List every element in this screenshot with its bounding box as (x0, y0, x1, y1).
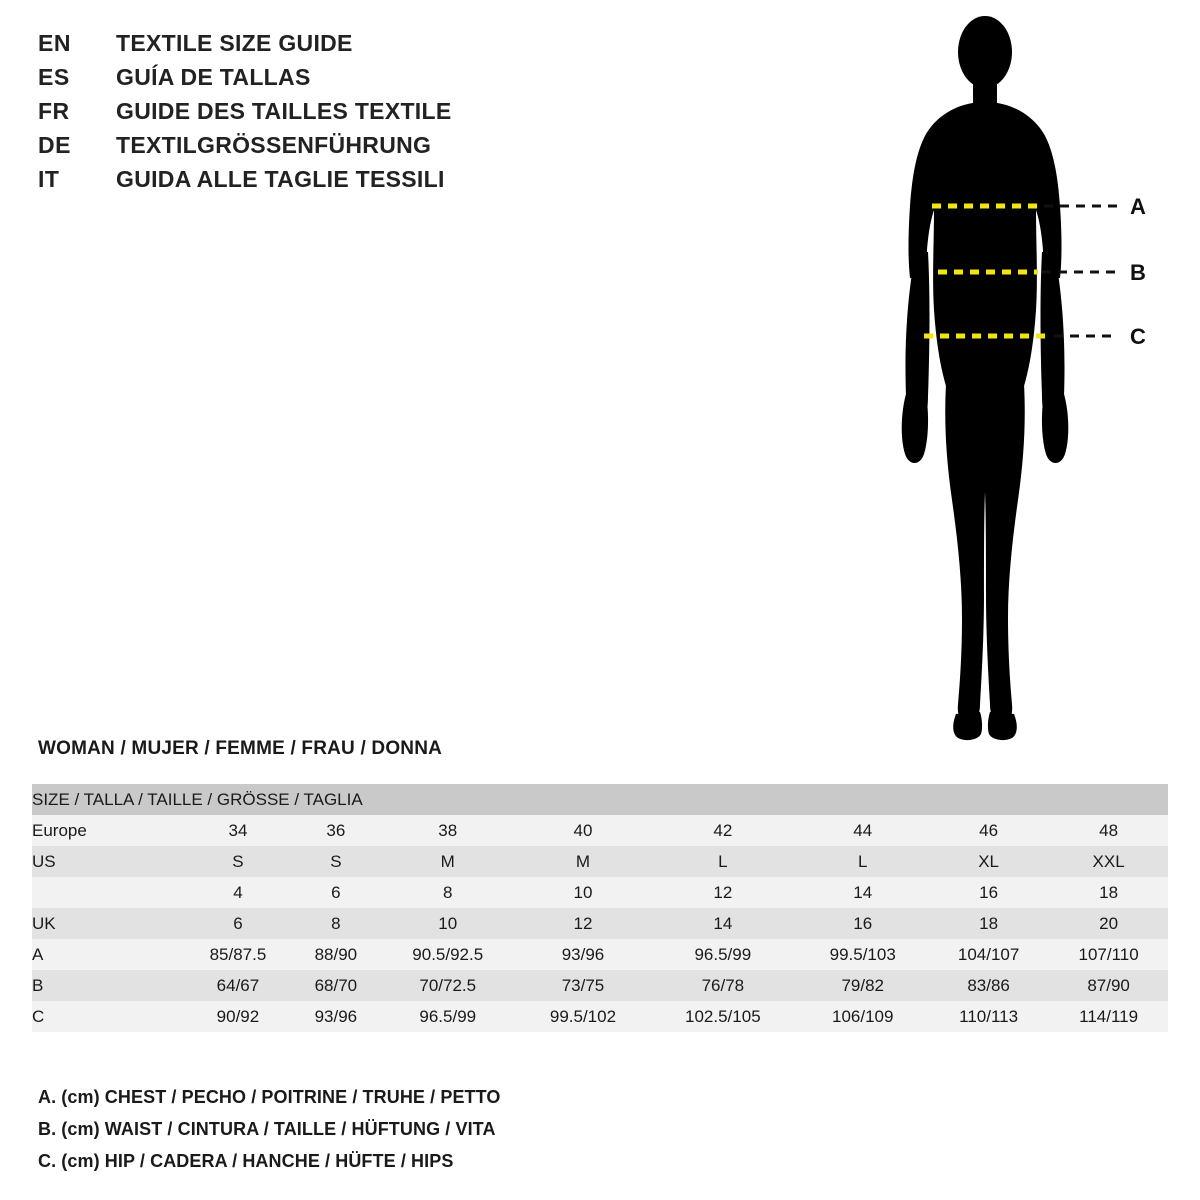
table-cell: 44 (797, 815, 928, 846)
table-cell: 18 (1049, 877, 1168, 908)
table-row (32, 1001, 1168, 1032)
table-cell: 68/70 (294, 970, 378, 1001)
language-title-block (38, 30, 558, 200)
table-cell: 10 (518, 877, 649, 908)
female-silhouette-icon (902, 16, 1069, 740)
table-row (32, 908, 1168, 939)
table-cell: 12 (648, 877, 797, 908)
title-language-text: GUIDA ALLE TAGLIE TESSILI (116, 166, 445, 192)
title-row (38, 98, 558, 132)
table-row (32, 970, 1168, 1001)
row-label: C (32, 1001, 182, 1032)
table-cell: 20 (1049, 908, 1168, 939)
table-cell: 114/119 (1049, 1001, 1168, 1032)
table-cell: XL (928, 846, 1049, 877)
title-language-code: EN (38, 30, 71, 56)
table-cell: 12 (518, 908, 649, 939)
table-cell: 64/67 (182, 970, 294, 1001)
legend-item-b: B. (cm) WAIST / CINTURA / TAILLE / HÜFTUNG / VITA (38, 1119, 496, 1139)
table-cell: 48 (1049, 815, 1168, 846)
table-cell: 83/86 (928, 970, 1049, 1001)
table-cell: 14 (648, 908, 797, 939)
table-row (32, 846, 1168, 877)
callout-letter-a: A (1130, 194, 1146, 219)
table-cell: 8 (378, 877, 518, 908)
title-row (38, 64, 558, 98)
female-body-diagram (860, 10, 1190, 750)
table-cell: 42 (648, 815, 797, 846)
table-cell: XXL (1049, 846, 1168, 877)
table-cell: 36 (294, 815, 378, 846)
table-cell: 99.5/102 (518, 1001, 649, 1032)
table-row (32, 815, 1168, 846)
table-cell: 96.5/99 (378, 1001, 518, 1032)
row-label (32, 877, 182, 908)
table-row (32, 939, 1168, 970)
table-cell: S (294, 846, 378, 877)
title-language-text: TEXTILGRÖSSENFÜHRUNG (116, 132, 432, 158)
row-label: B (32, 970, 182, 1001)
table-cell: 4 (182, 877, 294, 908)
title-language-text: GUIDE DES TAILLES TEXTILE (116, 98, 452, 124)
table-cell: 6 (182, 908, 294, 939)
table-cell: 38 (378, 815, 518, 846)
table-cell: 87/90 (1049, 970, 1168, 1001)
table-cell: 99.5/103 (797, 939, 928, 970)
table-cell: 73/75 (518, 970, 649, 1001)
table-cell: 16 (797, 908, 928, 939)
table-cell: 46 (928, 815, 1049, 846)
table-cell: L (648, 846, 797, 877)
table-cell: 88/90 (294, 939, 378, 970)
callout-letter-c: C (1130, 324, 1146, 349)
table-cell: 85/87.5 (182, 939, 294, 970)
title-language-code: FR (38, 98, 70, 124)
table-cell: 34 (182, 815, 294, 846)
title-row (38, 166, 558, 200)
table-cell: 76/78 (648, 970, 797, 1001)
table-cell: L (797, 846, 928, 877)
table-cell: 102.5/105 (648, 1001, 797, 1032)
table-cell: M (518, 846, 649, 877)
table-cell: 104/107 (928, 939, 1049, 970)
table-cell: 107/110 (1049, 939, 1168, 970)
table-cell: 14 (797, 877, 928, 908)
table-cell: 6 (294, 877, 378, 908)
row-label: US (32, 846, 182, 877)
title-language-code: DE (38, 132, 71, 158)
title-language-text: TEXTILE SIZE GUIDE (116, 30, 353, 56)
size-chart-table (32, 784, 1168, 1032)
title-language-code: ES (38, 64, 70, 90)
table-cell: 93/96 (294, 1001, 378, 1032)
table-cell: 40 (518, 815, 649, 846)
legend-item-c: C. (cm) HIP / CADERA / HANCHE / HÜFTE / HIPS (38, 1151, 454, 1171)
row-label: A (32, 939, 182, 970)
table-cell: 90/92 (182, 1001, 294, 1032)
table-cell: 96.5/99 (648, 939, 797, 970)
title-language-code: IT (38, 166, 60, 192)
table-cell: 8 (294, 908, 378, 939)
table-cell: 106/109 (797, 1001, 928, 1032)
table-cell: 18 (928, 908, 1049, 939)
row-label: UK (32, 908, 182, 939)
table-cell: 79/82 (797, 970, 928, 1001)
title-row (38, 132, 558, 166)
measurement-legend (38, 1088, 838, 1184)
table-cell: S (182, 846, 294, 877)
table-header-label: SIZE / TALLA / TAILLE / GRÖSSE / TAGLIA (32, 784, 1168, 815)
legend-item-a: A. (cm) CHEST / PECHO / POITRINE / TRUHE / PETTO (38, 1087, 501, 1107)
table-cell: 110/113 (928, 1001, 1049, 1032)
table-cell: 16 (928, 877, 1049, 908)
row-label: Europe (32, 815, 182, 846)
table-cell: 10 (378, 908, 518, 939)
table-row (32, 877, 1168, 908)
table-cell: 93/96 (518, 939, 649, 970)
section-title-woman: WOMAN / MUJER / FEMME / FRAU / DONNA (38, 738, 443, 759)
table-header-row (32, 784, 1168, 815)
callout-letter-b: B (1130, 260, 1146, 285)
title-language-text: GUÍA DE TALLAS (116, 64, 311, 90)
table-cell: 70/72.5 (378, 970, 518, 1001)
table-cell: 90.5/92.5 (378, 939, 518, 970)
title-row (38, 30, 558, 64)
table-cell: M (378, 846, 518, 877)
